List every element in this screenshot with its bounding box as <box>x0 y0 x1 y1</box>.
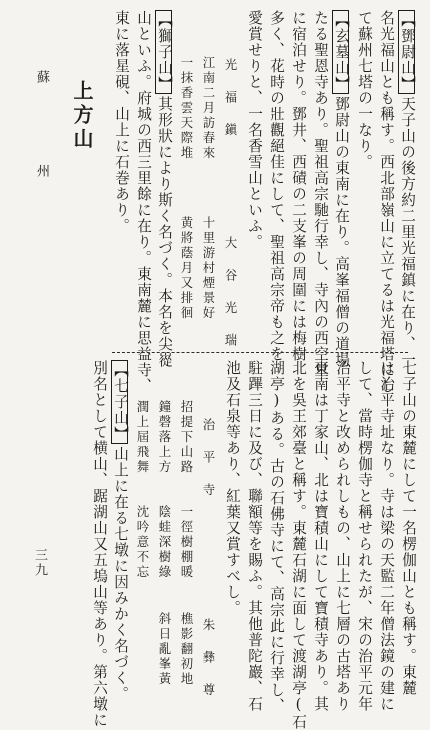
poem-line: 招提下山路 <box>179 400 194 475</box>
poem-line: 黄將蔭月又排徊 <box>179 216 194 321</box>
text-line: 東に落星硯、山上に石巻あり。 <box>113 10 130 234</box>
text-line: 湖亭)ある。古の石佛寺にて、高宗此に行幸し、 <box>268 360 285 715</box>
poem-author: 大 谷 光 瑞 <box>223 236 238 349</box>
text-line: 駐蹕三日に及び、聯額等を賜ふ。其他普陀巖、石 <box>246 360 263 712</box>
page-number: 三九 <box>32 548 47 578</box>
text-line: 七子山の東麓にして一名楞伽山とも稱す。東麓 <box>400 360 417 696</box>
text-line-xuanmu-1: 【玄墓山】鄧尉山の東南に在り。高峯福僧の道場 <box>333 12 350 368</box>
text-line: 山といふ。府城の西三里餘に在り。東南麓に思益寺、 <box>135 10 152 394</box>
poem-line: 樵影翻初地 <box>179 612 194 687</box>
text-line-dengwei-1: 【鄧尉山】天子山の後方約二里光福鎮に在り、一 <box>399 12 416 368</box>
text-line: して、當時楞伽寺と稱せられたが、宋の治平元年 <box>356 360 373 712</box>
text-line: に宿泊せり。鄧井、西磧の二支峯の周圍には梅樹 <box>290 10 307 362</box>
text-line: は治平寺址なり。寺は梁の天監二年僧法鏡の建に <box>378 360 395 712</box>
heading-xuanmu: 【玄墓山】 <box>333 12 350 92</box>
text-line: 治平寺と改められしもの、山上に七層の古塔あり <box>334 360 351 712</box>
text-line: 名光福山とも稱す。西北部嶺山に立てるは光福塔にし <box>378 10 395 394</box>
heading-lion: 【獅子山】 <box>156 12 173 92</box>
poem-title: 治 平 寺 <box>201 418 216 499</box>
text-line: 池及石泉等あり、紅葉又賞すべし。 <box>224 360 241 616</box>
poem-title: 光 福 鎭 <box>223 58 238 139</box>
text-line: て蘇州七塔の一なり。 <box>356 10 373 170</box>
text-line: 北を吳王郊臺と稱す。東麓石湖に面して渡湖亭(石 <box>290 360 307 730</box>
poem-line: 沈吟意不忘 <box>135 505 150 580</box>
poem-line: 鐘磬落上方 <box>157 400 172 475</box>
section-divider <box>112 352 408 353</box>
poem-line: 一抹香雲天際堆 <box>179 56 194 161</box>
text-line: 別名として横山、踞湖山又五塢山等あり。第六墩に <box>91 360 108 728</box>
poem-line: 潤上屆飛舞 <box>135 400 150 475</box>
text-line: 愛賞せりと、一名香雪山といふ。 <box>246 10 263 250</box>
text-line: たる聖恩寺あり。聖祖高宗馳行幸し、寺內の西空堂 <box>312 10 329 378</box>
poem-line: 江南二月訪春來 <box>201 56 216 161</box>
section-title: 上方山 <box>70 80 94 152</box>
text-line: 多く、花時の壯觀絕佳にして、聖祖高宗帝も之を <box>268 10 285 362</box>
heading-qizi: 【七子山】 <box>112 362 129 442</box>
text-line-qizi-1: 【七子山】山上に在る七墩に因みかく名づく。 <box>112 362 129 702</box>
poem-author: 朱 彝 尊 <box>201 618 216 699</box>
text-line-lion-1: 【獅子山】其形狀により斯く名づく。本名を尖嵸 <box>156 12 173 368</box>
poem-line: 一徑樹棚暖 <box>179 505 194 580</box>
poem-line: 斜日亂峯黃 <box>157 612 172 687</box>
poem-line: 十里游村煙景好 <box>201 216 216 321</box>
poem-line: 陰蛙深樹綠 <box>157 505 172 580</box>
region-label-char-1: 蘇 <box>34 70 49 83</box>
heading-dengwei: 【鄧尉山】 <box>399 12 416 92</box>
text-line: 東南は丁家山、北は寶積山にして寶積寺あり。其 <box>312 360 329 712</box>
region-label-char-2: 州 <box>34 164 49 177</box>
